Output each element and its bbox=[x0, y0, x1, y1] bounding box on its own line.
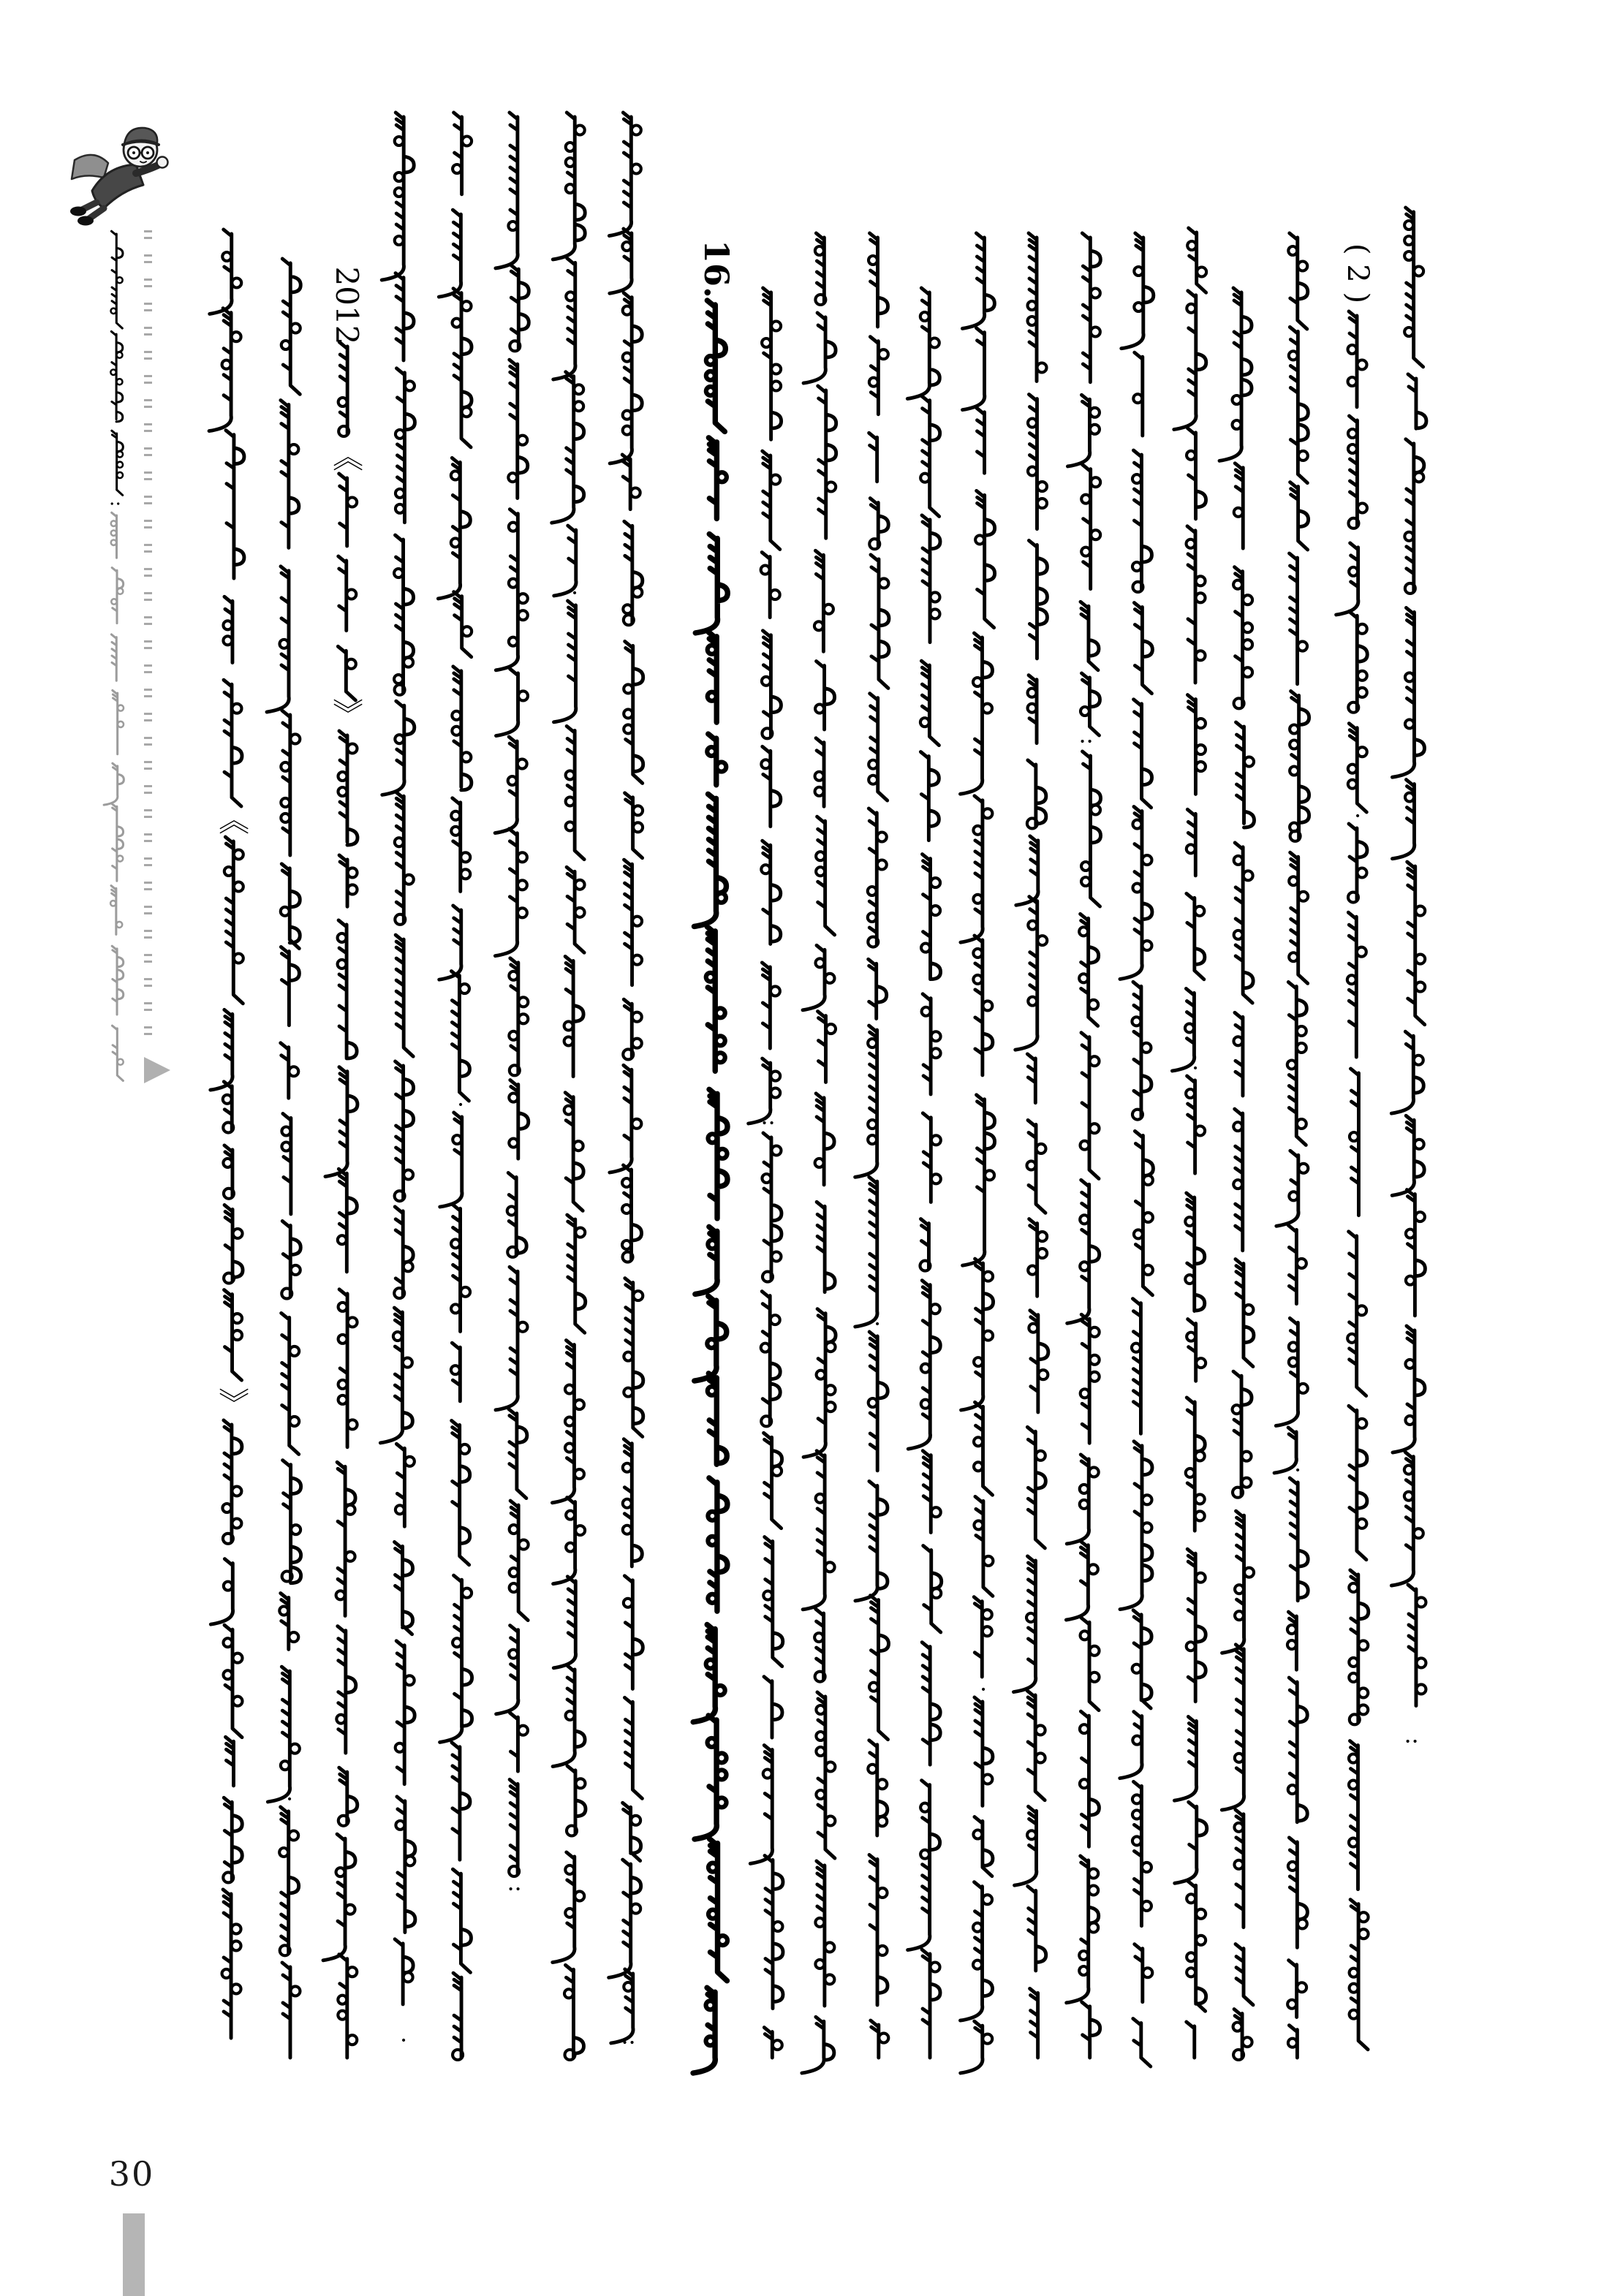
inline-token: · bbox=[1344, 811, 1372, 820]
inline-token: : bbox=[618, 2038, 646, 2047]
inline-token: 》 bbox=[215, 1387, 251, 1419]
inline-token: : bbox=[1401, 1737, 1429, 1746]
inline-token: 《 bbox=[329, 440, 365, 472]
inline-token: 2012 bbox=[329, 266, 365, 345]
footer-bar bbox=[123, 2213, 145, 2296]
inline-token: · bbox=[969, 1685, 997, 1694]
inline-token: : bbox=[757, 1118, 785, 1127]
inline-token: · bbox=[1181, 1064, 1209, 1072]
inline-token: · bbox=[1284, 1466, 1312, 1474]
inline-token: · bbox=[561, 588, 589, 597]
inline-token: : bbox=[1075, 737, 1103, 746]
inline-token: 16. bbox=[697, 239, 736, 299]
inline-token: ( 2 ) bbox=[1341, 243, 1374, 304]
inline-token: · bbox=[390, 2036, 417, 2045]
inline-token: 《 bbox=[215, 803, 251, 836]
inline-token: · bbox=[276, 1795, 303, 1803]
inline-token: : bbox=[504, 1884, 531, 1893]
inline-token: · bbox=[863, 1319, 891, 1328]
page-number: 30 bbox=[108, 2154, 155, 2194]
inline-token: : bbox=[106, 500, 128, 507]
inline-token: 》 bbox=[329, 697, 365, 730]
inline-token: · bbox=[447, 1100, 474, 1109]
